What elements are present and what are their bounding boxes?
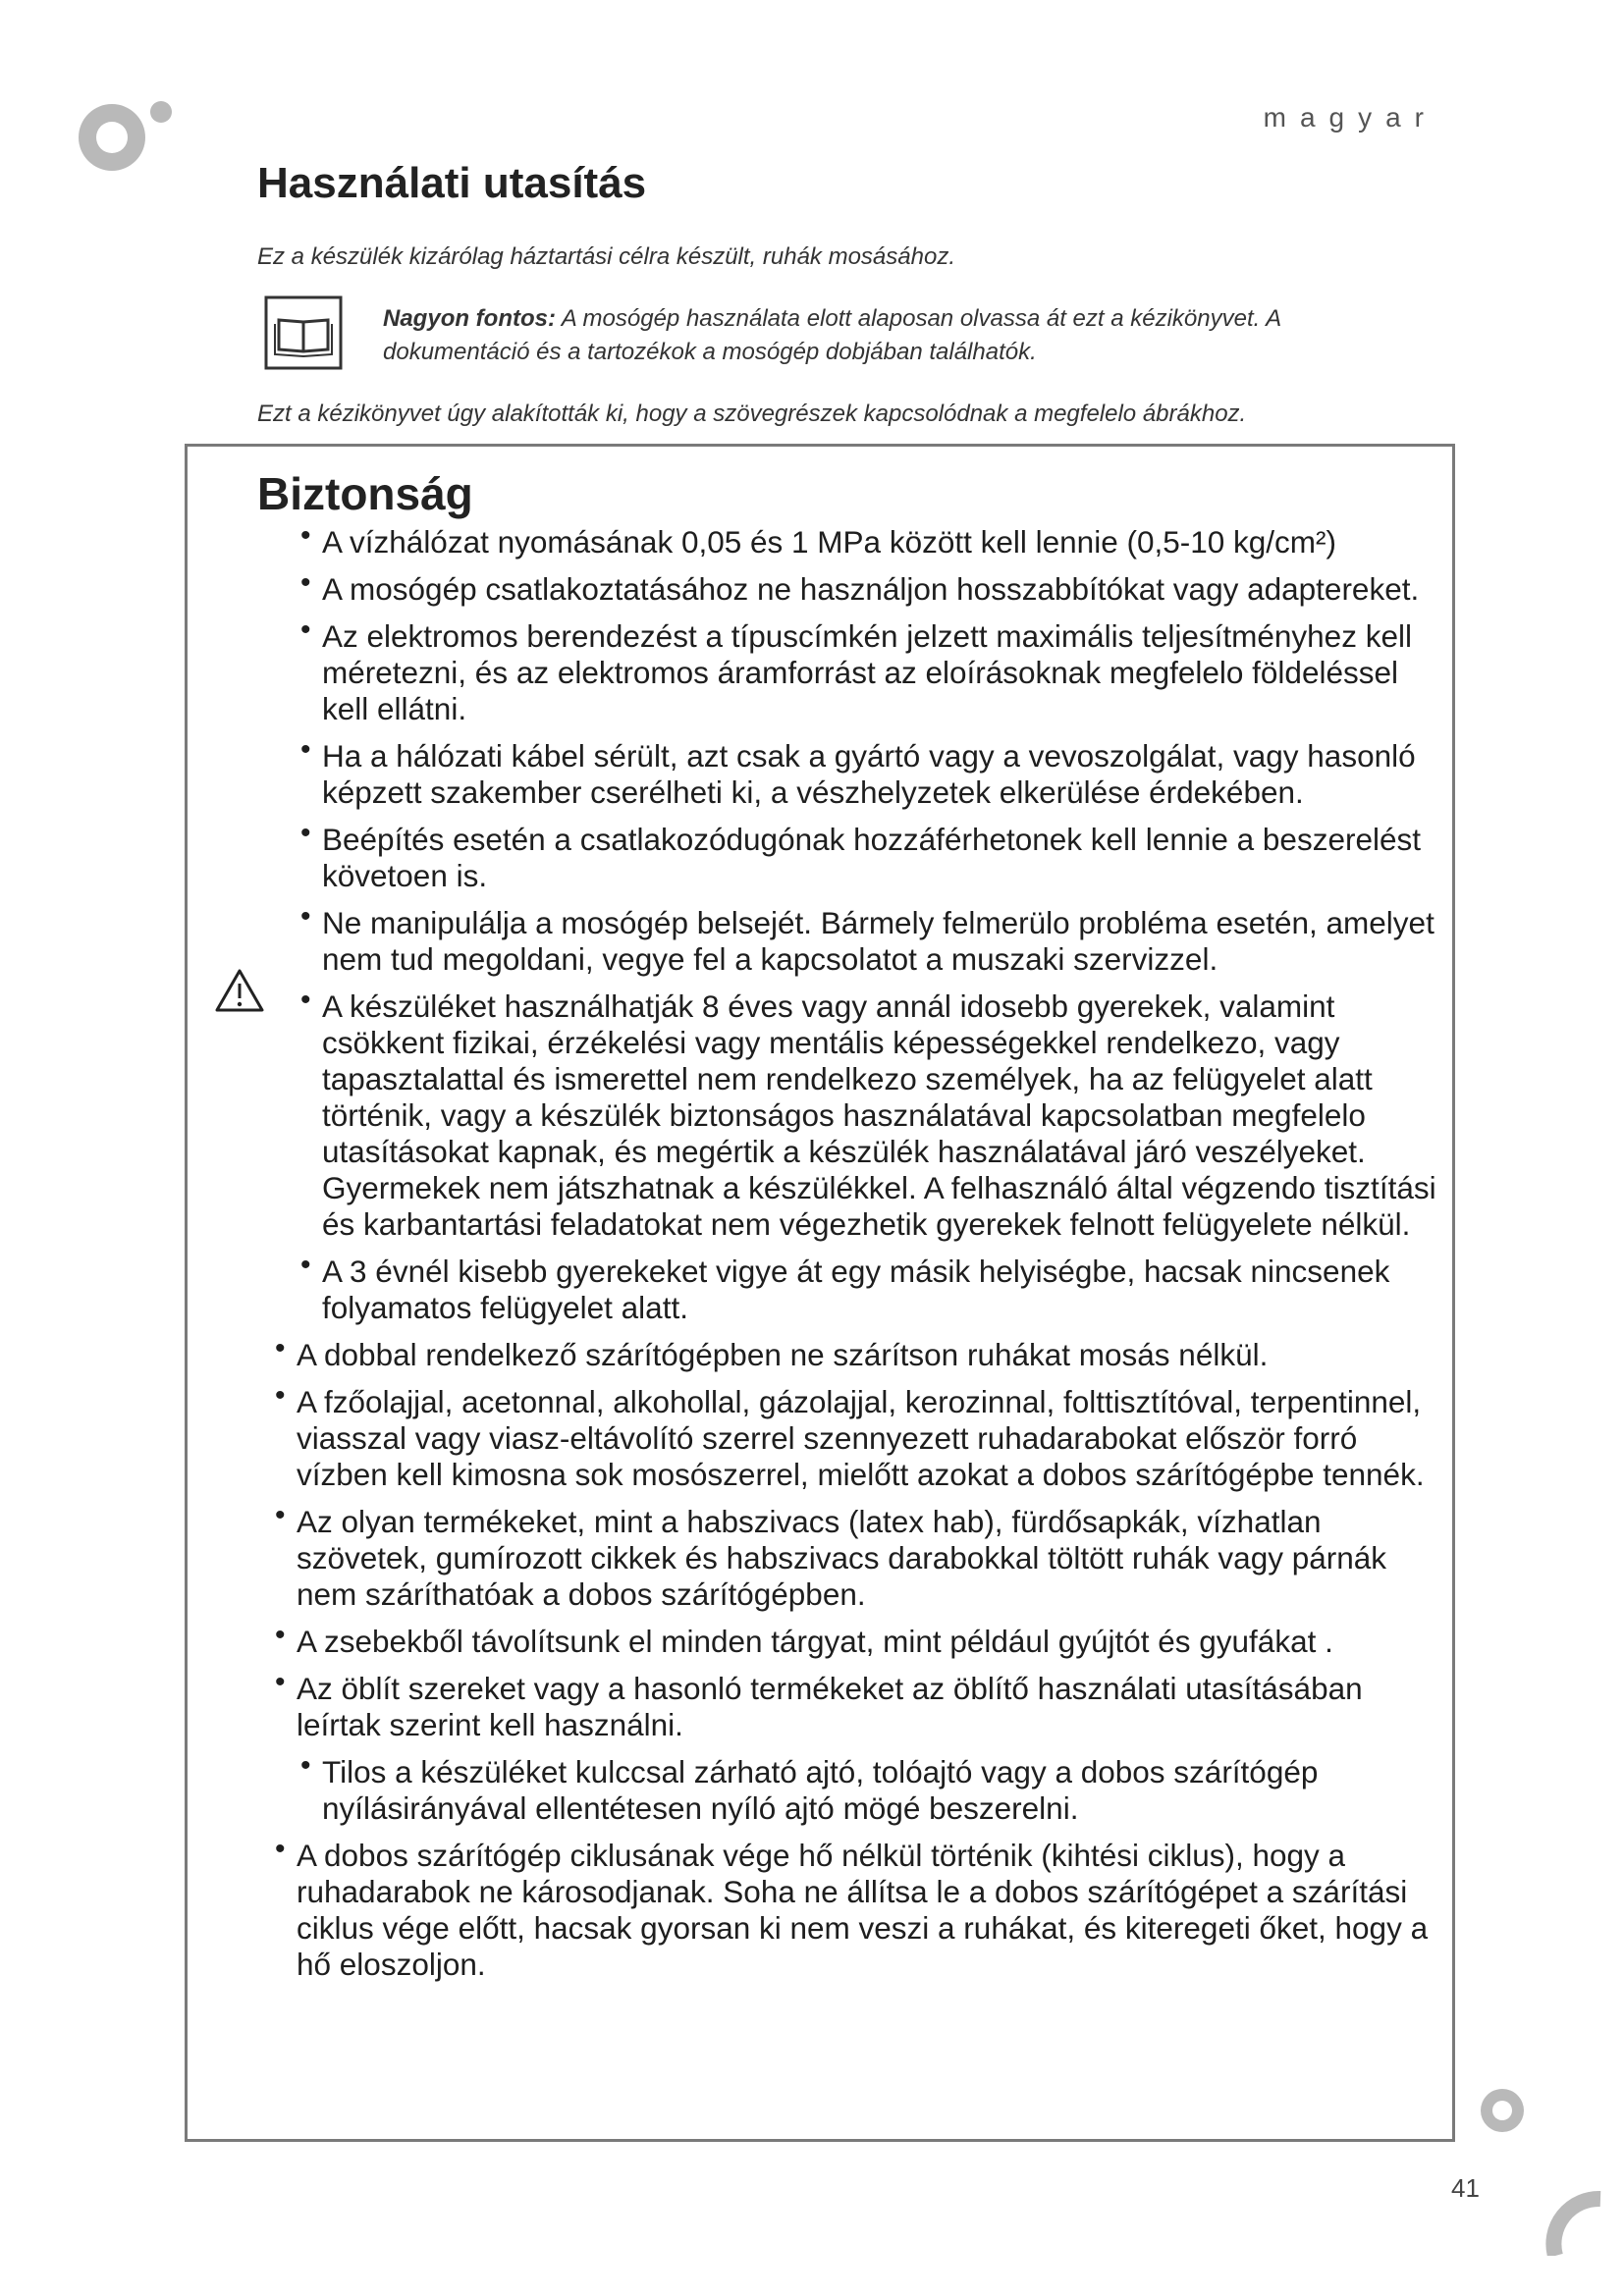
- page-title: Használati utasítás: [257, 159, 647, 207]
- safety-item-children-3: • A 3 évnél kisebb gyerekeket vigye át egy másik helyiségbe, hacsak nincsenek folyamatos felügyelet alatt.: [298, 1254, 1451, 1326]
- safety-list: [273, 524, 1451, 1994]
- safety-item-wash-first: • A dobbal rendelkező szárítógépben ne szárítson ruhákat mosás nélkül.: [273, 1337, 1451, 1373]
- safety-title: Biztonság: [257, 468, 473, 519]
- usage-note: Ez a készülék kizárólag háztartási célra készült, ruhák mosásához.: [257, 243, 955, 270]
- safety-item-cable-damage: • Ha a hálózati kábel sérült, azt csak a gyártó vagy a vevoszolgálat, vagy hasonló képzett szakember cserélheti ki, a vészhelyzetek elkerülése érdekében.: [298, 738, 1451, 811]
- safety-item-softeners: • Az öblít szereket vagy a hasonló termékeket az öblítő használati utasításában leírtak szerint kell használni.: [273, 1671, 1451, 1743]
- safety-item-oil-contaminated: • A fzőolajjal, acetonnal, alkohollal, gázolajjal, kerozinnal, folttisztítóval, terpentinnel, viasszal vagy viasz-eltávolító szerrel szennyezett ruhadarabokat először forró vízben kell kimosna sok mosószerrel, mielőtt azokat a dobos szárítógépbe tennék.: [273, 1384, 1451, 1493]
- brand-logo-icon: [67, 86, 185, 185]
- safety-item-water-pressure: • A vízhálózat nyomásának 0,05 és 1 MPa között kell lennie (0,5-10 kg/cm²): [298, 524, 1451, 561]
- safety-item-cool-down: • A dobos szárítógép ciklusának vége hő nélkül történik (kihtési ciklus), hogy a ruhadarabok ne károsodjanak. Soha ne állítsa le a dobos szárítógépet a szárítási ciklus vége előtt, hacsak gyorsan ki nem veszi a ruhákat, és kiteregeti őket, hogy a hő eloszoljon.: [273, 1838, 1451, 1983]
- safety-item-electrical: • Az elektromos berendezést a típuscímkén jelzett maximális teljesítményhez kell méretezni, és az elektromos áramforrást az eloírásoknak megfelelo földeléssel kell ellátni.: [298, 618, 1451, 727]
- safety-item-no-tampering: • Ne manipulálja a mosógép belsejét. Bármely felmerülo probléma esetén, amelyet nem tud megoldani, vegye fel a kapcsolatot a muszaki szervizzel.: [298, 905, 1451, 978]
- safety-item-children-8: • A készüléket használhatják 8 éves vagy annál idosebb gyerekek, valamint csökkent fizikai, érzékelési vagy mentális képességekkel rendelkezo, vagy tapasztalattal és ismerettel nem rendelkezo személyek, ha az felügyelet alatt történik, vagy a készülék biztonságos használatával kapcsolatban megfelelo utasításokat kapnak, és megértik a készülék használatával járó veszélyeket. Gyermekek nem játszhatnak a készülékkel. A felhasználó által végzendo tisztítási és karbantartási feladatokat nem végezhetik gyerekek felnott felügyelete nélkül.: [298, 988, 1451, 1243]
- safety-item-plug-access: • Beépítés esetén a csatlakozódugónak hozzáférhetonek kell lennie a beszerelést követoen is.: [298, 822, 1451, 894]
- important-notice: [383, 302, 1424, 369]
- safety-item-foam-rubber: • Az olyan termékeket, mint a habszivacs (latex hab), fürdősapkák, vízhatlan szövetek, gumírozott cikkek és habszivacs darabokkal töltött ruhák vagy párnák nem száríthatóak a dobos szárítógépben.: [273, 1504, 1451, 1613]
- page-number: 41: [1451, 2173, 1480, 2203]
- important-label: Nagyon fontos:: [383, 305, 556, 332]
- corner-arc-icon: [1532, 2177, 1610, 2256]
- safety-item-no-extension: • A mosógép csatlakoztatásához ne használjon hosszabbítókat vagy adaptereket.: [298, 571, 1451, 608]
- book-icon: [263, 294, 344, 371]
- manual-note: Ezt a kézikönyvet úgy alakították ki, hogy a szövegrészek kapcsolódnak a megfelelo ábrákhoz.: [257, 400, 1247, 427]
- language-label: magyar: [1263, 102, 1437, 133]
- brand-mark-icon: [1473, 2081, 1532, 2140]
- safety-item-empty-pockets: • A zsebekből távolítsunk el minden tárgyat, mint például gyújtót és gyufákat .: [273, 1624, 1451, 1660]
- warning-triangle-icon: [214, 968, 265, 1013]
- safety-item-door-install: • Tilos a készüléket kulccsal zárható ajtó, tolóajtó vagy a dobos szárítógép nyílásirányával ellentétesen nyíló ajtó mögé beszerelni.: [298, 1754, 1451, 1827]
- important-text: A mosógép használata elott alaposan olvassa át ezt a kézikönyvet. A dokumentáció és a tartozékok a mosógép dobjában találhatók.: [383, 305, 1281, 365]
